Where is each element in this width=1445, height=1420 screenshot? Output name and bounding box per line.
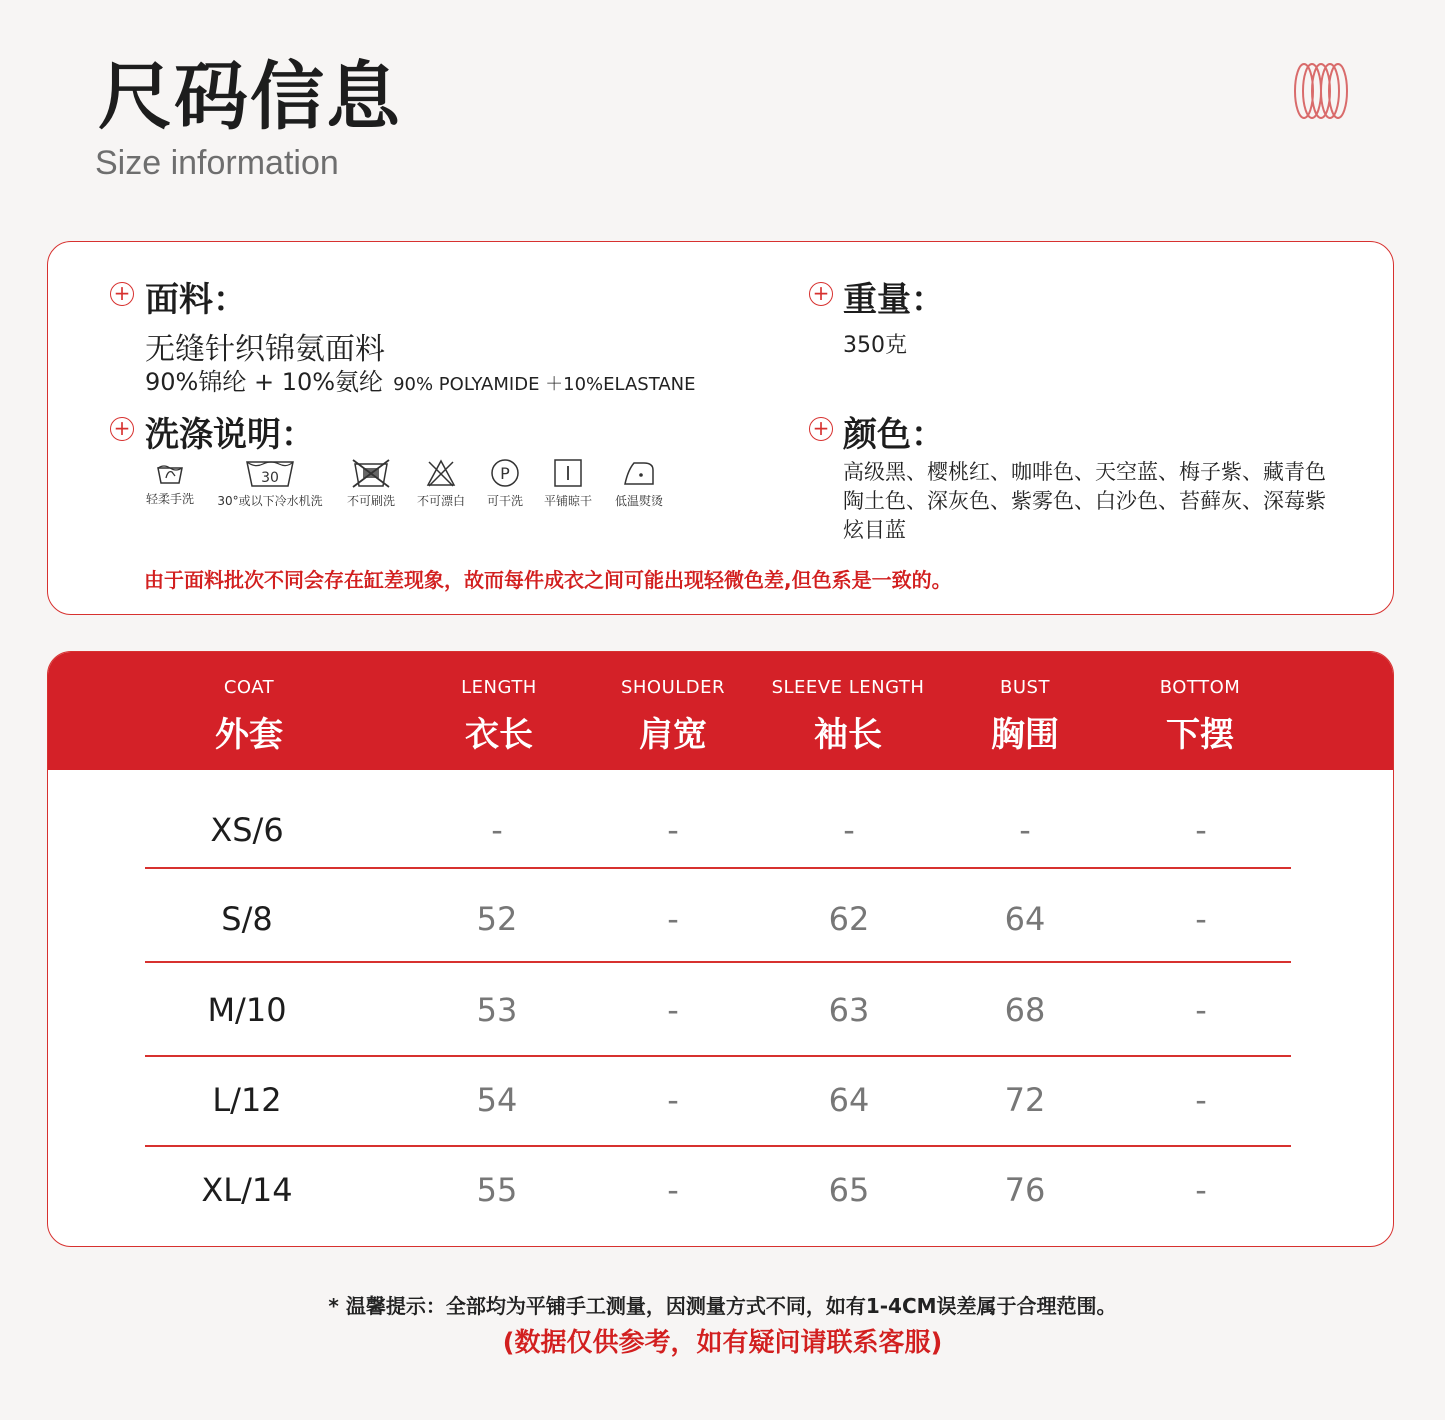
size-table [47,651,1394,1247]
dry-clean-icon [490,458,520,488]
care-dry-clean: P 可干洗 [480,458,530,509]
no-brush-icon [349,458,393,488]
svg-text:P: P [500,464,510,483]
plus-circle-icon: + [110,417,134,441]
fabric-composition [145,362,695,397]
reference-note: (数据仅供参考，如有疑问请联系客服) [502,1328,943,1358]
size-table-header: COAT 外套 LENGTH 衣长 SHOULDER 肩宽 SLEEVE LENGTH 袖长 BUST 胸围 BOTTOM 下摆 [48,652,1393,770]
machine-wash-30-icon [245,458,295,488]
measurement-tip: * 温馨提示：全部均为平铺手工测量，因测量方式不同，如有1-4CM误差属于合理范围。 [328,1294,1117,1318]
table-row: XS/6 - - - - - [210,811,1207,849]
plus-circle-icon: + [110,282,134,306]
weight-value: 350克 [843,333,907,358]
row-divider [145,961,1291,963]
dry-flat-icon [553,458,583,488]
care-no-brush: 不可刷洗 [340,458,402,509]
fabric-name: 无缝针织锦氨面料 [145,332,385,367]
fabric-composition-cn: 90%锦纶 + 10%氨纶 [145,368,384,396]
info-card [47,241,1394,615]
color-line: 陶土色、深灰色、紫雾色、白沙色、苔藓灰、深莓紫 [843,489,1326,513]
color-difference-notice: 由于面料批次不同会存在缸差现象，故而每件成衣之间可能出现轻微色差,但色系是一致的。 [144,568,952,592]
washing-title: 洗涤说明： [145,415,315,455]
table-row: S/8 52 - 62 64 - [221,900,1207,938]
table-row: XL/14 55 - 65 76 - [201,1171,1207,1209]
color-line: 高级黑、樱桃红、咖啡色、天空蓝、梅子紫、藏青色 [843,460,1326,484]
page-title: 尺码信息 [98,54,402,140]
plus-circle-icon: + [809,282,833,306]
svg-text:30: 30 [261,470,279,486]
care-no-bleach: 不可漂白 [412,458,470,509]
color-list [843,458,1326,545]
care-iron-low: 低温熨烫 [608,458,670,509]
care-dry-flat: 平铺晾干 [538,458,598,509]
page-subtitle: Size information [95,144,339,182]
colors-title: 颜色： [843,415,945,455]
brand-logo-icon [1290,60,1352,122]
no-bleach-icon [426,458,456,488]
fabric-title: 面料： [145,280,247,320]
color-line: 炫目蓝 [843,518,906,542]
row-divider [145,1145,1291,1147]
row-divider [145,1055,1291,1057]
iron-low-icon [622,458,656,488]
weight-title: 重量： [843,280,945,320]
fabric-composition-en: 90% POLYAMIDE ＋10%ELASTANE [393,374,696,395]
table-row: M/10 53 - 63 68 - [207,991,1207,1029]
row-divider [145,867,1291,869]
table-row: L/12 54 - 64 72 - [212,1081,1207,1119]
hand-wash-icon [155,458,185,486]
care-machine-wash: 30 30°或以下冷水机洗 [210,458,330,509]
care-hand-wash: 轻柔手洗 [142,458,198,507]
plus-circle-icon: + [809,417,833,441]
